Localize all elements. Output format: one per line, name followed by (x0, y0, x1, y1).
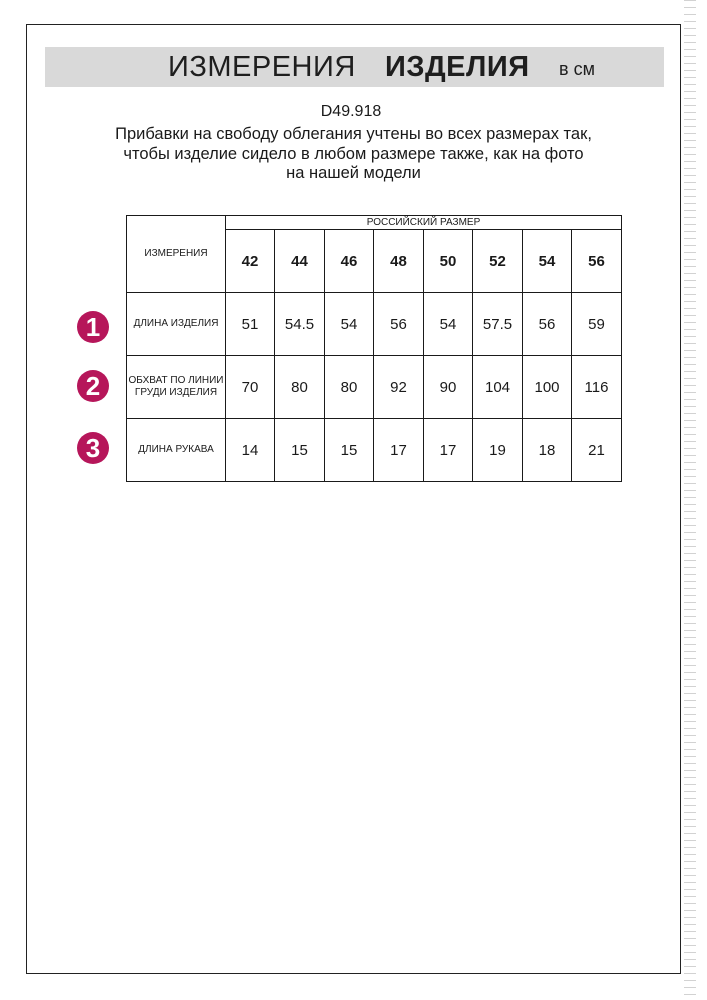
size-group-label: РОССИЙСКИЙ РАЗМЕР (226, 216, 622, 230)
corner-label: ИЗМЕРЕНИЯ (127, 216, 226, 293)
value-cell: 80 (275, 356, 325, 419)
size-header: 56 (572, 230, 622, 293)
value-cell: 51 (226, 293, 275, 356)
size-table (126, 215, 622, 482)
value-cell: 57.5 (473, 293, 523, 356)
value-cell: 15 (275, 419, 325, 482)
size-header: 46 (325, 230, 374, 293)
value-cell: 100 (523, 356, 572, 419)
value-cell: 104 (473, 356, 523, 419)
value-cell: 56 (374, 293, 424, 356)
value-cell: 92 (374, 356, 424, 419)
value-cell: 59 (572, 293, 622, 356)
fit-note-line: чтобы изделие сидело в любом размере также, как на фото (123, 144, 584, 163)
value-cell: 21 (572, 419, 622, 482)
title-main: ИЗМЕРЕНИЯ (168, 51, 356, 83)
value-cell: 80 (325, 356, 374, 419)
row-label: ОБХВАТ ПО ЛИНИИ ГРУДИ ИЗДЕЛИЯ (127, 356, 226, 419)
value-cell: 70 (226, 356, 275, 419)
fit-note-line: Прибавки на свободу облегания учтены во всех размерах так, (115, 125, 592, 143)
table-header-group-row (127, 216, 622, 230)
value-cell: 19 (473, 419, 523, 482)
row-marker-2: 2 (77, 370, 109, 402)
value-cell: 54 (325, 293, 374, 356)
value-cell: 54 (424, 293, 473, 356)
size-header: 42 (226, 230, 275, 293)
size-header: 50 (424, 230, 473, 293)
value-cell: 17 (374, 419, 424, 482)
article-code-text: D49.918 (320, 103, 382, 120)
title-bold: ИЗДЕЛИЯ (385, 51, 530, 83)
value-cell: 54.5 (275, 293, 325, 356)
article-code (0, 103, 707, 121)
value-cell: 56 (523, 293, 572, 356)
value-cell: 116 (572, 356, 622, 419)
size-header: 54 (523, 230, 572, 293)
value-cell: 15 (325, 419, 374, 482)
value-cell: 14 (226, 419, 275, 482)
table-row (127, 419, 622, 482)
fit-note (0, 125, 707, 184)
row-marker-1: 1 (77, 311, 109, 343)
value-cell: 90 (424, 356, 473, 419)
size-header: 44 (275, 230, 325, 293)
value-cell: 17 (424, 419, 473, 482)
row-label: ДЛИНА ИЗДЕЛИЯ (127, 293, 226, 356)
row-label: ДЛИНА РУКАВА (127, 419, 226, 482)
fit-note-line: на нашей модели (286, 164, 421, 182)
size-header: 52 (473, 230, 523, 293)
value-cell: 18 (523, 419, 572, 482)
size-header: 48 (374, 230, 424, 293)
title-unit: в см (559, 59, 595, 79)
table-row (127, 356, 622, 419)
table-row (127, 293, 622, 356)
row-marker-3: 3 (77, 432, 109, 464)
